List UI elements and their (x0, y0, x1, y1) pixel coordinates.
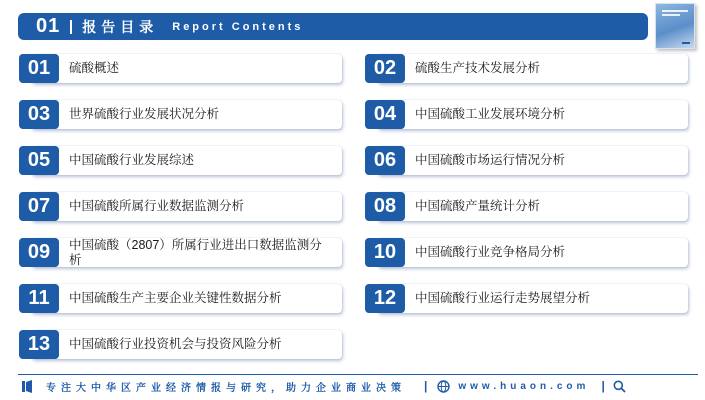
search-icon[interactable] (613, 380, 626, 393)
toc-item-label: 世界硫酸行业发展状况分析 (69, 107, 220, 121)
footer (22, 378, 698, 394)
header-divider (70, 20, 72, 34)
toc-item-label: 中国硫酸生产主要企业关键性数据分析 (69, 291, 282, 305)
cover-mark (682, 42, 690, 44)
toc-item-number: 04 (365, 100, 405, 129)
toc-item-label: 中国硫酸市场运行情况分析 (415, 153, 566, 167)
toc-item-number: 13 (19, 330, 59, 359)
section-number: 01 (36, 15, 61, 37)
toc-item-number: 12 (365, 284, 405, 313)
footer-website-link[interactable]: www.huaon.com (458, 380, 590, 392)
globe-icon (437, 380, 450, 393)
toc-item[interactable] (365, 238, 688, 267)
toc-item[interactable] (19, 54, 342, 83)
toc-item-number: 07 (19, 192, 59, 221)
toc-item-label: 中国硫酸行业竞争格局分析 (415, 245, 566, 259)
section-title: 报告目录 (82, 18, 159, 35)
report-cover-image (655, 3, 695, 49)
book-icon (22, 380, 38, 393)
toc-item-label: 硫酸生产技术发展分析 (415, 61, 541, 75)
toc-item[interactable] (365, 146, 688, 175)
toc-item[interactable] (365, 192, 688, 221)
section-header (18, 13, 648, 40)
toc-item-number: 10 (365, 238, 405, 267)
toc-item-number: 06 (365, 146, 405, 175)
toc-item[interactable] (365, 54, 688, 83)
toc-item-number: 09 (19, 238, 59, 267)
toc-item-label: 中国硫酸行业运行走势展望分析 (415, 291, 591, 305)
toc-item[interactable] (19, 330, 342, 359)
toc-item-number: 03 (19, 100, 59, 129)
toc-item-number: 01 (19, 54, 59, 83)
toc-item-label: 中国硫酸工业发展环境分析 (415, 107, 566, 121)
cover-line (662, 14, 680, 16)
toc-item[interactable] (19, 100, 342, 129)
toc-item-label: 硫酸概述 (69, 61, 120, 75)
toc-item-number: 08 (365, 192, 405, 221)
footer-separator: | (424, 379, 428, 393)
toc-item[interactable] (19, 238, 342, 267)
toc-item[interactable] (365, 284, 688, 313)
cover-line (662, 10, 688, 12)
toc-item-number: 02 (365, 54, 405, 83)
toc-item[interactable] (19, 146, 342, 175)
toc-item[interactable] (365, 100, 688, 129)
section-title-en: Report Contents (172, 20, 304, 33)
toc-item-number: 05 (19, 146, 59, 175)
footer-slogan: 专注大中华区产业经济情报与研究，助力企业商业决策 (46, 382, 406, 394)
toc-item[interactable] (19, 284, 342, 313)
toc-item-label: 中国硫酸行业投资机会与投资风险分析 (69, 337, 282, 351)
footer-divider (18, 374, 698, 375)
toc-item-label: 中国硫酸产量统计分析 (415, 199, 541, 213)
footer-separator: | (601, 379, 605, 393)
toc-item-label: 中国硫酸所属行业数据监测分析 (69, 199, 245, 213)
toc-item-number: 11 (19, 284, 59, 313)
toc-item-label: 中国硫酸行业发展综述 (69, 153, 195, 167)
toc-item-label: 中国硫酸（2807）所属行业进出口数据监测分析 (69, 237, 322, 267)
toc-item[interactable] (19, 192, 342, 221)
